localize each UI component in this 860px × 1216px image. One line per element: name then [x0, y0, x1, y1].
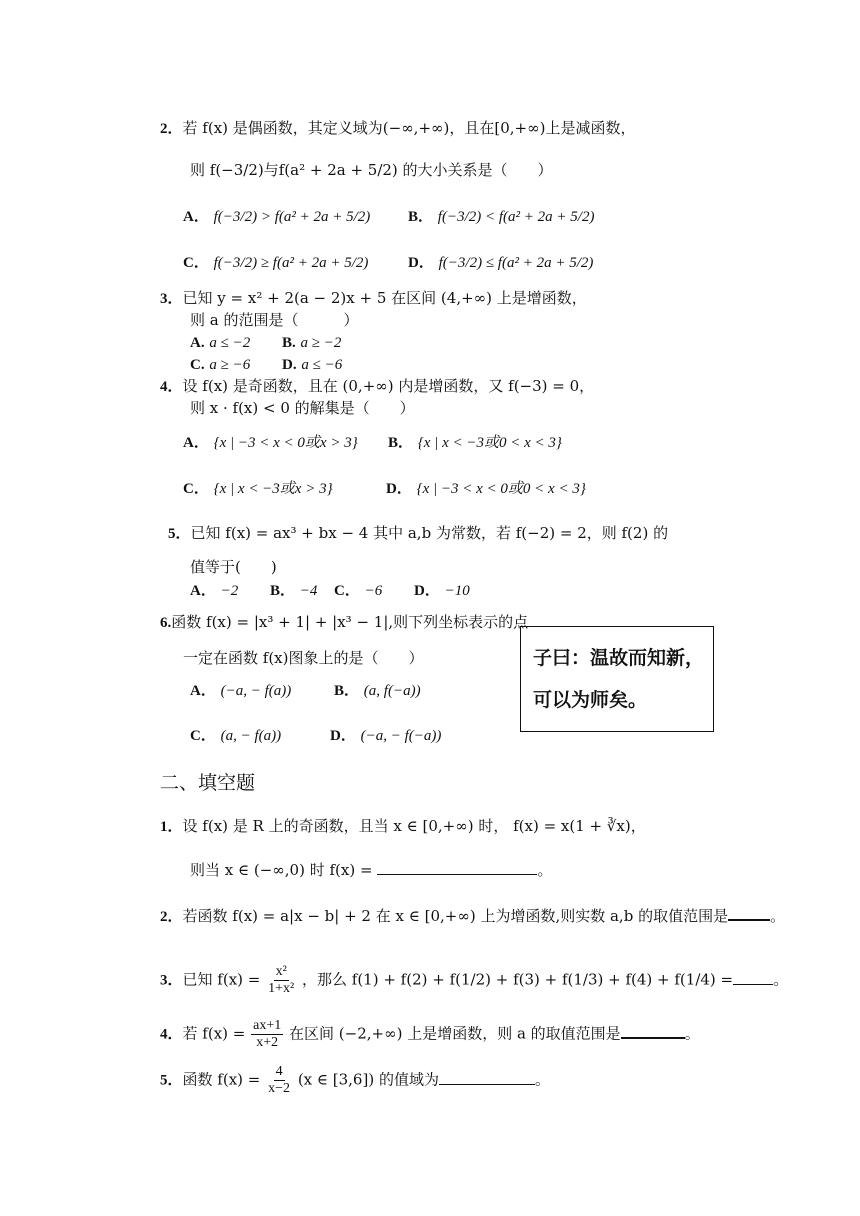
q5-option-b[interactable]	[270, 580, 317, 601]
f3-post: ，那么 f(1) + f(2) + f(1/2) + f(3) + f(1/3) + f(4) + f(1/4) =	[302, 970, 734, 989]
q6-option-a[interactable]	[190, 680, 291, 701]
q5-question: 值等于( )	[190, 558, 277, 576]
q6-option-c-text: (a, − f(a))	[220, 728, 282, 744]
q5-option-a-text: −2	[220, 583, 239, 599]
q3-option-d-label: D.	[282, 357, 297, 373]
q4-option-a-text: {x | −3 < x < 0或x > 3}	[213, 435, 358, 451]
q4-option-b-label: B．	[388, 435, 414, 451]
f5-stem	[160, 1064, 550, 1097]
q3-option-c-label: C.	[190, 357, 205, 373]
f5-answer-blank[interactable]	[439, 1070, 535, 1085]
q3-stem	[160, 288, 587, 309]
q6-option-d-label: D．	[330, 728, 356, 744]
f3-numerator: x²	[275, 964, 287, 979]
q3-option-c-text: a ≥ −6	[209, 357, 251, 373]
q2-option-a[interactable]	[183, 206, 370, 227]
f3-fraction	[266, 964, 296, 997]
q4-option-d-text: {x | −3 < x < 0或0 < x < 3}	[416, 481, 586, 497]
q6-number: 6.	[160, 615, 172, 631]
q3-option-c[interactable]	[190, 354, 250, 375]
q4-option-c-label: C．	[183, 481, 209, 497]
q2-option-d[interactable]	[408, 252, 593, 273]
q5-option-b-label: B．	[270, 583, 296, 599]
q3-option-d[interactable]	[282, 354, 342, 375]
f5-denominator: x−2	[268, 1081, 291, 1096]
f5-number: 5．	[160, 1072, 183, 1089]
f4-numerator: ax+1	[253, 1018, 282, 1033]
f2-end: 。	[770, 907, 786, 925]
q6-option-a-label: A．	[190, 683, 216, 699]
q5-stem-text: 已知 f(x) = ax³ + bx − 4 其中 a,b 为常数，若 f(−2) = 2，则 f(2) 的	[190, 524, 669, 542]
f4-pre: 若 f(x) =	[182, 1024, 246, 1043]
q4-option-a-label: A．	[183, 435, 209, 451]
q4-stem-text: 设 f(x) 是奇函数，且在 (0,+∞) 内是增函数，又 f(−3) = 0，	[182, 377, 595, 395]
q3-option-b[interactable]	[282, 332, 341, 353]
q2-option-a-text: f(−3/2) > f(a² + 2a + 5/2)	[213, 209, 371, 225]
f3-end: 。	[773, 970, 789, 989]
q4-number: 4．	[160, 379, 183, 395]
f1-question	[190, 860, 552, 880]
f3-stem	[160, 964, 788, 997]
q4-option-c[interactable]	[183, 478, 333, 499]
f4-denominator: x+2	[256, 1035, 279, 1050]
q5-option-c-text: −6	[364, 583, 383, 599]
f5-fraction	[266, 1064, 292, 1097]
q2-option-b[interactable]	[408, 206, 594, 227]
f2-stem-text: 若函数 f(x) = a|x − b| + 2 在 x ∈ [0,+∞) 上为增函数,则实数 a,b 的取值范围是	[182, 907, 729, 925]
q4-option-a[interactable]	[183, 432, 358, 453]
q2-option-a-label: A．	[183, 209, 209, 225]
q4-stem	[160, 376, 594, 397]
q6-option-d-text: (−a, − f(−a))	[360, 728, 442, 744]
f5-numerator: 4	[275, 1064, 283, 1079]
q3-option-a[interactable]	[190, 332, 250, 353]
q3-option-b-label: B.	[282, 335, 296, 351]
q5-option-c[interactable]	[334, 580, 382, 601]
q6-question: 一定在函数 f(x)图象上的是（ ）	[183, 649, 424, 667]
q6-option-b[interactable]	[334, 680, 421, 701]
f1-number: 1．	[160, 819, 183, 835]
f1-answer-blank[interactable]	[377, 860, 537, 875]
f2-answer-blank[interactable]	[728, 905, 770, 921]
q4-option-b[interactable]	[388, 432, 562, 453]
f4-post: 在区间 (−2,+∞) 上是增函数，则 a 的取值范围是	[289, 1024, 621, 1043]
f3-denominator: 1+x²	[268, 981, 295, 996]
q3-number: 3．	[160, 291, 183, 307]
q2-option-c-text: f(−3/2) ≥ f(a² + 2a + 5/2)	[213, 255, 369, 271]
quote-box	[520, 626, 714, 732]
f1-stem	[160, 816, 646, 837]
q3-option-a-label: A.	[190, 335, 205, 351]
f4-answer-blank[interactable]	[621, 1023, 685, 1039]
f3-number: 3．	[160, 972, 183, 989]
f1-question-text: 则当 x ∈ (−∞,0) 时 f(x) =	[190, 861, 373, 879]
q5-option-c-label: C．	[334, 583, 360, 599]
q2-number: 2．	[160, 121, 183, 137]
q4-option-b-text: {x | x < −3或0 < x < 3}	[417, 435, 562, 451]
q6-option-b-label: B．	[334, 683, 360, 699]
q2-question: 则 f(−3/2)与f(a² + 2a + 5/2) 的大小关系是（ ）	[190, 161, 553, 179]
q6-stem	[160, 612, 528, 633]
f5-pre: 函数 f(x) =	[182, 1070, 261, 1089]
f1-stem-text: 设 f(x) 是 R 上的奇函数，且当 x ∈ [0,+∞) 时， f(x) = x(1 + ∛x)，	[182, 817, 646, 835]
quote-line-1: 子曰：温故而知新，	[533, 647, 705, 669]
f2-number: 2．	[160, 909, 183, 925]
q3-option-a-text: a ≤ −2	[209, 335, 251, 351]
q5-option-a[interactable]	[190, 580, 238, 601]
q4-option-d-label: D．	[386, 481, 412, 497]
section-title-fill-in: 二、填空题	[160, 772, 256, 794]
q5-number: 5．	[168, 526, 191, 542]
q2-option-c[interactable]	[183, 252, 368, 273]
f3-pre: 已知 f(x) =	[182, 970, 261, 989]
q5-option-d-label: D．	[414, 583, 440, 599]
q6-option-d[interactable]	[330, 725, 441, 746]
q4-question: 则 x · f(x) < 0 的解集是（ ）	[190, 399, 415, 417]
q2-stem	[160, 118, 635, 139]
f2-stem	[160, 905, 785, 927]
f3-answer-blank[interactable]	[733, 970, 773, 985]
q2-option-d-text: f(−3/2) ≤ f(a² + 2a + 5/2)	[438, 255, 594, 271]
q2-option-d-label: D．	[408, 255, 434, 271]
q4-option-d[interactable]	[386, 478, 586, 499]
q6-stem-text: 函数 f(x) = |x³ + 1| + |x³ − 1|,则下列坐标表示的点	[171, 613, 529, 631]
q2-option-c-label: C．	[183, 255, 209, 271]
q2-option-b-label: B．	[408, 209, 434, 225]
q3-option-d-text: a ≤ −6	[301, 357, 343, 373]
q6-option-b-text: (a, f(−a))	[363, 683, 421, 699]
q3-question: 则 a 的范围是（ ）	[190, 311, 359, 329]
f4-end: 。	[684, 1024, 700, 1043]
q6-option-c[interactable]	[190, 725, 281, 746]
f4-stem	[160, 1018, 700, 1051]
f4-fraction	[251, 1018, 283, 1051]
q3-stem-text: 已知 y = x² + 2(a − 2)x + 5 在区间 (4,+∞) 上是增函数，	[182, 289, 587, 307]
q5-option-d-text: −10	[444, 583, 470, 599]
q6-option-a-text: (−a, − f(a))	[220, 683, 292, 699]
q5-option-d[interactable]	[414, 580, 470, 601]
q4-option-c-text: {x | x < −3或x > 3}	[213, 481, 333, 497]
f5-post: (x ∈ [3,6]) 的值域为	[297, 1070, 439, 1089]
q3-option-b-text: a ≥ −2	[300, 335, 342, 351]
q5-option-b-text: −4	[299, 583, 318, 599]
quote-line-2: 可以为师矣。	[533, 689, 648, 711]
q6-option-c-label: C．	[190, 728, 216, 744]
q2-stem-text: 若 f(x) 是偶函数，其定义域为(−∞,+∞)，且在[0,+∞)上是减函数，	[182, 119, 636, 137]
q2-option-b-text: f(−3/2) < f(a² + 2a + 5/2)	[437, 209, 595, 225]
q5-option-a-label: A．	[190, 583, 216, 599]
f4-number: 4．	[160, 1026, 183, 1043]
f5-end: 。	[534, 1070, 550, 1089]
f1-end: 。	[537, 861, 553, 879]
q5-stem	[168, 523, 668, 544]
